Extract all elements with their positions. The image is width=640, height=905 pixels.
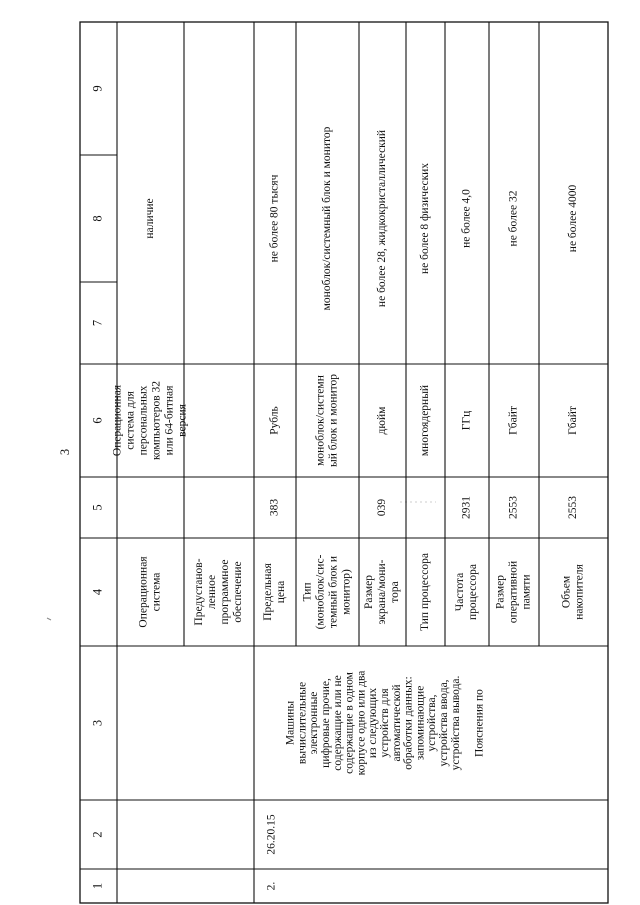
characteristic-value <box>144 198 156 238</box>
unit-name-line: ГГц <box>460 410 473 431</box>
column-header-8: 8 <box>90 215 105 222</box>
row-name-line: процессора <box>467 563 480 621</box>
row-name-line: монитор) <box>340 569 353 615</box>
unit-name-line: Операционная <box>111 384 124 457</box>
characteristic-value <box>567 185 579 253</box>
unit-name <box>376 406 388 435</box>
okpd-description-line: автоматической <box>390 684 403 762</box>
okpd-description-line: цифровые прочие, <box>320 678 333 768</box>
characteristic-value-line: не более 8 физических <box>419 162 432 275</box>
unit-name <box>461 411 473 430</box>
column-header-2: 2 <box>90 831 105 838</box>
unit-name-line: ый блок и монитор <box>327 373 340 468</box>
row-name-line: темный блок и <box>327 556 340 628</box>
column-header-5: 5 <box>90 504 105 511</box>
okpd-description-line: устройства вывода. <box>449 675 462 771</box>
okei-code: 039 <box>376 498 389 517</box>
characteristic-value-line: не более 80 тысяч <box>268 174 281 263</box>
row-name <box>419 553 431 631</box>
characteristic-value-line: не более 32 <box>507 190 520 247</box>
unit-name-line: компьютеров 32 <box>150 380 163 461</box>
okpd-description-line: устройства ввода, <box>438 679 451 767</box>
okei-code: 2553 <box>507 496 520 519</box>
characteristic-value-line: наличие <box>144 198 157 239</box>
okpd-description-line: электронные <box>308 691 321 755</box>
row-name-line: Операционная <box>137 556 150 628</box>
unit-name-line: Рубль <box>268 406 281 435</box>
row-name-line: памяти <box>520 574 533 610</box>
characteristic-value <box>269 174 281 262</box>
characteristic-value <box>321 126 333 310</box>
unit-name-line: Гбайт <box>507 406 520 435</box>
characteristic-value <box>376 130 388 307</box>
characteristic-value-line: не более 4000 <box>567 184 580 253</box>
row-name-line: Размер <box>494 574 507 610</box>
unit-name-line: дюйм <box>376 406 389 435</box>
page-number: 3 <box>57 448 72 456</box>
okpd-code: 26.20.15 <box>265 814 278 855</box>
unit-name-line: версия <box>176 404 189 437</box>
row-name-line: накопителя <box>573 564 586 620</box>
row-name-line: Тип процессора <box>419 553 432 631</box>
row-name-line: цена <box>275 580 288 604</box>
characteristic-value-line: не более 4,0 <box>460 189 473 248</box>
row-name <box>193 558 244 625</box>
unit-name <box>508 406 520 435</box>
okei-code: 383 <box>268 498 281 517</box>
column-header-6: 6 <box>90 417 105 424</box>
okpd-description-line: устройств для <box>379 688 392 758</box>
row-name-line: Предустанов- <box>193 558 206 626</box>
section-row-number: 2. <box>265 881 278 891</box>
characteristic-value <box>419 163 431 274</box>
column-header-7: 7 <box>90 319 105 327</box>
unit-name-line: Гбайт <box>567 406 580 435</box>
column-header-1: 1 <box>90 882 105 890</box>
row-name-line: Частота <box>454 572 467 612</box>
characteristic-value <box>508 190 520 246</box>
okpd-description-line: обработки данных: <box>402 676 415 770</box>
okpd-description-line: содержащие в одном <box>343 672 356 774</box>
characteristic-value <box>461 189 473 248</box>
unit-name <box>269 406 281 435</box>
column-header-9: 9 <box>90 85 105 92</box>
okpd-description-line: содержащие или не <box>331 675 344 771</box>
row-name-line: программное <box>219 559 232 625</box>
row-name-line: обеспечение <box>232 561 245 623</box>
okpd-description-line: Машины <box>284 700 297 746</box>
column-header-4: 4 <box>90 588 105 596</box>
unit-name <box>315 374 340 467</box>
unit-name-line: моноблок/системн <box>314 375 327 466</box>
okpd-description-line: корпусе одно или два <box>355 670 368 776</box>
row-name-line: Тип <box>301 582 314 602</box>
row-name-line: ленное <box>206 574 219 610</box>
row-name-line: экрана/мони- <box>376 559 389 625</box>
unit-name-line: многоядерный <box>419 384 432 457</box>
okpd-description-line: из следующих <box>367 687 380 759</box>
row-name-line: тора <box>389 581 402 603</box>
row-name-line: система <box>150 572 163 612</box>
okpd-description-line: запоминающие <box>414 685 427 761</box>
unit-name <box>419 385 431 456</box>
row-name-line: Размер <box>363 574 376 610</box>
unit-name-line: система для <box>124 391 137 450</box>
column-header-3: 3 <box>90 719 105 727</box>
unit-name-line: или 64-битная <box>163 385 176 456</box>
note-heading: Пояснения по <box>473 689 486 757</box>
okpd-description-line: вычислительные <box>296 681 309 765</box>
row-name-line: оперативной <box>507 560 520 624</box>
row-name-line: Предельная <box>262 563 275 621</box>
okei-code: 2553 <box>567 496 580 519</box>
unit-name-line: персональных <box>137 385 150 456</box>
characteristic-value-line: моноблок/системный блок и монитор <box>321 126 334 311</box>
characteristic-value-line: не более 28, жидкокристаллический <box>376 129 389 308</box>
okpd-description-line: устройства, <box>426 694 439 752</box>
okei-code: 2931 <box>460 496 473 519</box>
row-name-line: (моноблок/сис- <box>314 554 327 630</box>
unit-name <box>567 406 579 435</box>
row-name-line: Объем <box>560 575 573 609</box>
